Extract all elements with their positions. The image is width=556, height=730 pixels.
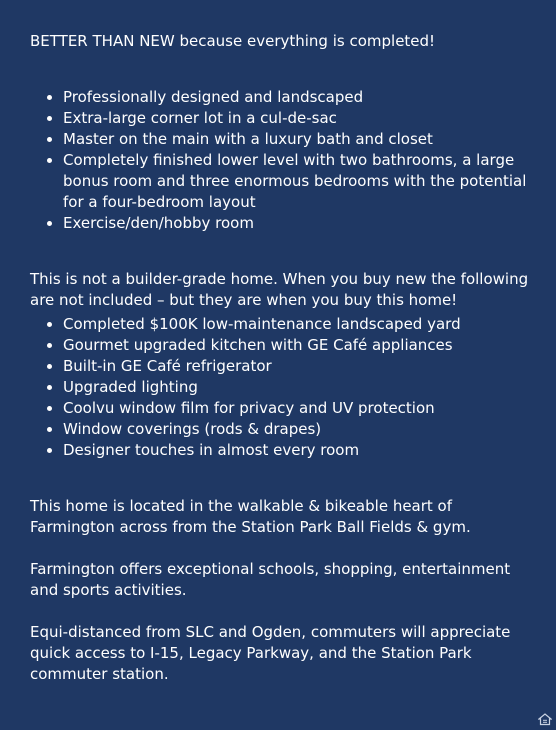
spacer [30,538,535,559]
list-item: • Gourmet upgraded kitchen with GE Café appliances [63,335,535,356]
amenities-text: Farmington offers exceptional schools, shopping, entertainment and sports activities. [30,560,511,599]
list-item: • Designer touches in almost every room [63,440,535,461]
features-list [30,87,535,234]
list-item: • Professionally designed and landscaped [63,87,535,108]
spacer [30,234,535,269]
list-item: • Completed $100K low-maintenance landscaped yard [63,314,535,335]
spacer [30,461,535,496]
equal-housing-icon [538,712,552,726]
intro-text: BETTER THAN NEW because everything is completed! [30,32,436,50]
list-item: • Exercise/den/hobby room [63,213,535,234]
list-item: • Completely finished lower level with two bathrooms, a large bonus room and three enormous bedrooms with the potential for a four-bedroom layout [63,150,535,213]
included-list [30,314,535,461]
list-item: • Coolvu window film for privacy and UV protection [63,398,535,419]
commute-text: Equi-distanced from SLC and Ogden, commuters will appreciate quick access to I-15, Legacy Parkway, and the Station Park commuter station. [30,623,511,683]
list-item: • Upgraded lighting [63,377,535,398]
location-text: This home is located in the walkable & bikeable heart of Farmington across from the Station Park Ball Fields & gym. [30,497,471,536]
builder-grade-text: This is not a builder-grade home. When you buy new the following are not included – but they are when you buy this home! [30,270,529,309]
spacer [30,601,535,622]
list-item: • Extra-large corner lot in a cul-de-sac [63,108,535,129]
description [30,31,535,685]
list-item: • Window coverings (rods & drapes) [63,419,535,440]
list-item: • Master on the main with a luxury bath and closet [63,129,535,150]
list-item: • Built-in GE Café refrigerator [63,356,535,377]
